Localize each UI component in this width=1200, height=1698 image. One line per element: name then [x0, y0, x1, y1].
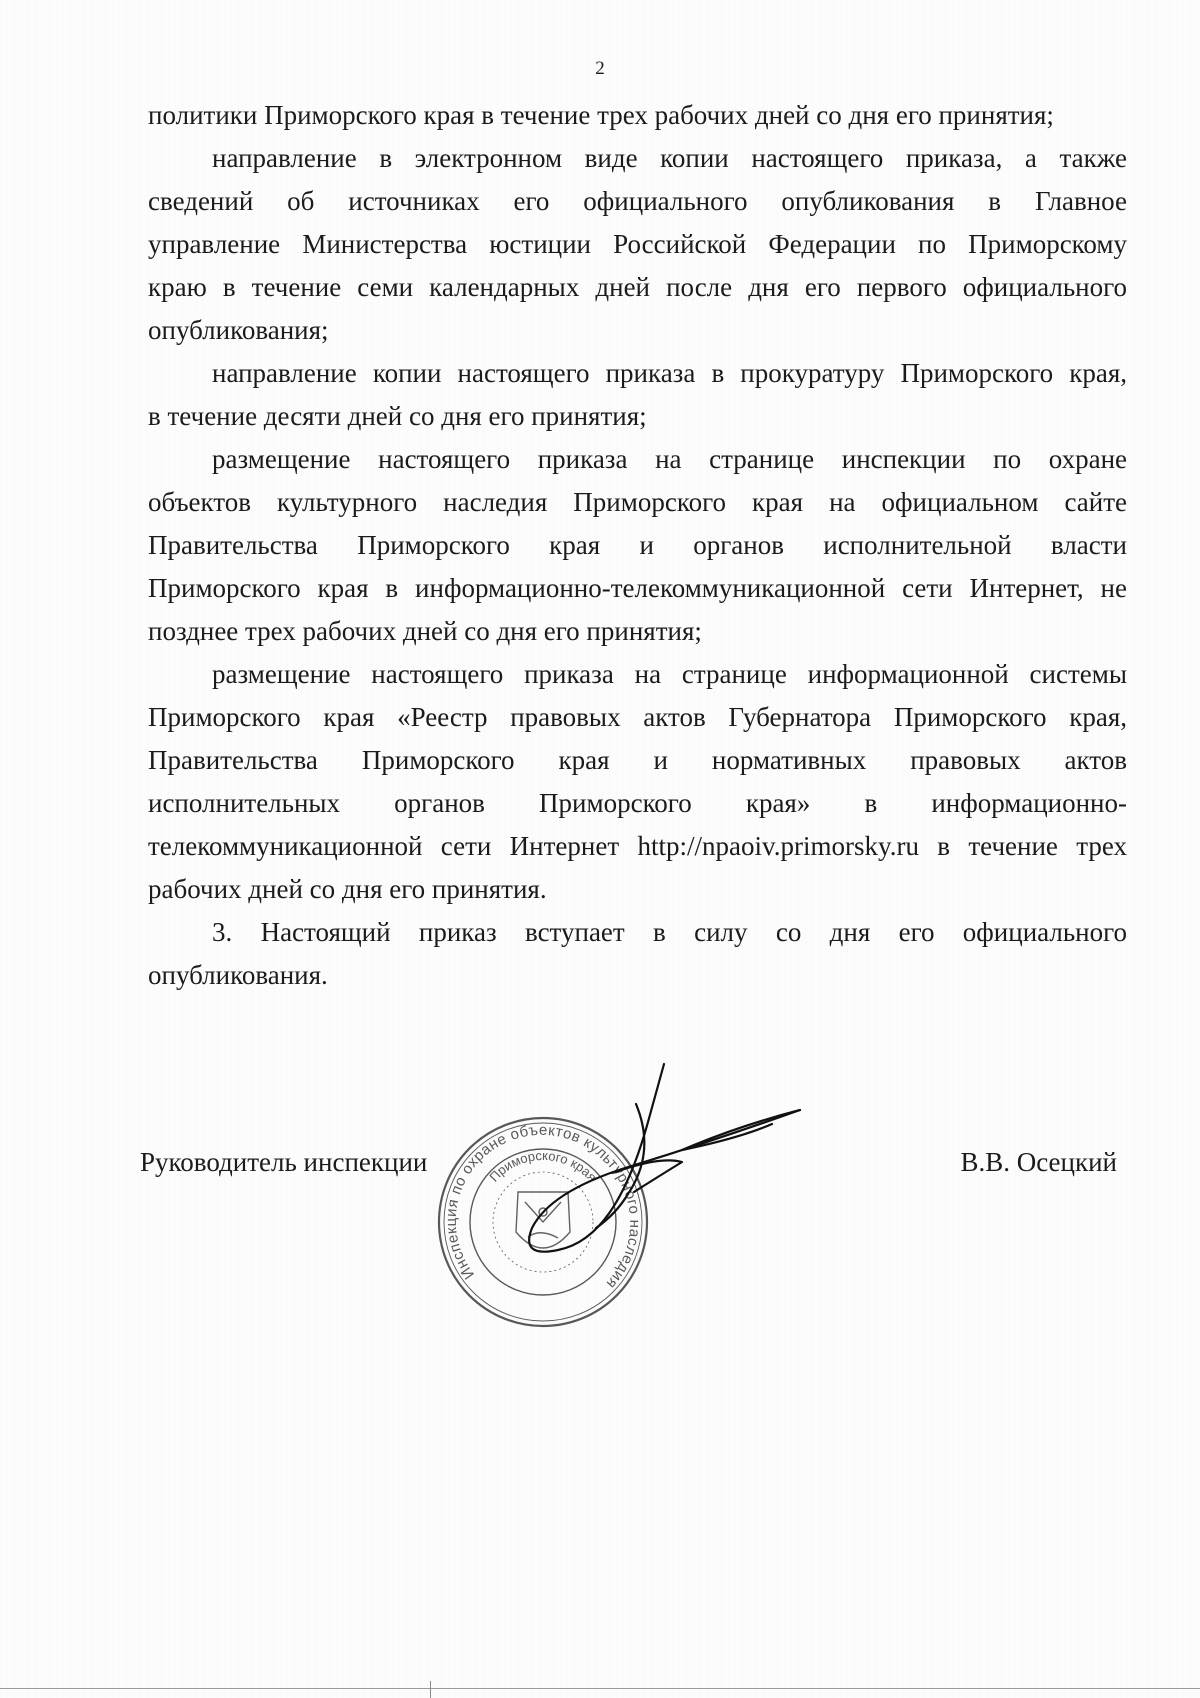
stamp-inner-text-wrapper — [486, 1148, 600, 1185]
text-line: рабочих дней со дня его принятия. — [148, 874, 547, 904]
text-line: телекоммуникационной сети Интернет http://npaoiv.primorsky.ru в течение трех — [148, 831, 1127, 861]
signatory-position: Руководитель инспекции — [140, 1147, 428, 1177]
stamp-outer-text: Инспекция по охране объектов культурного наследия — [442, 1121, 644, 1293]
stamp-inner-text: Приморского края — [486, 1147, 600, 1185]
text-line: в течение десяти дней со дня его принятия; — [148, 401, 647, 431]
text-line: 3. Настоящий приказ вступает в силу со дня его официального — [212, 917, 1127, 947]
paragraph — [148, 438, 1127, 653]
text-line: опубликования; — [148, 315, 329, 345]
text-line: направление копии настоящего приказа в прокуратуру Приморского края, — [212, 358, 1127, 388]
paragraph — [148, 94, 1127, 137]
scan-edge-line — [0, 1688, 1200, 1689]
paragraph — [148, 352, 1127, 438]
signatory-name: В.В. Осецкий — [960, 1147, 1117, 1177]
document-body — [148, 94, 1127, 997]
text-line: управление Министерства юстиции Российской Федерации по Приморскому — [148, 229, 1127, 259]
text-line: Правительства Приморского края и нормативных правовых актов — [148, 745, 1127, 775]
text-line: Приморского края «Реестр правовых актов Губернатора Приморского края, — [148, 702, 1127, 732]
paragraph — [148, 137, 1127, 352]
text-line: размещение настоящего приказа на странице инспекции по охране — [212, 444, 1127, 474]
text-line: объектов культурного наследия Приморского края на официальном сайте — [148, 487, 1127, 517]
stamp-emblem — [516, 1192, 570, 1248]
text-line: сведений об источниках его официального опубликования в Главное — [148, 186, 1127, 216]
paragraph — [148, 653, 1127, 911]
text-line: краю в течение семи календарных дней после дня его первого официального — [148, 272, 1127, 302]
text-line: позднее трех рабочих дней со дня его принятия; — [148, 616, 702, 646]
text-line: Правительства Приморского края и органов исполнительной власти — [148, 530, 1127, 560]
text-line: опубликования. — [148, 960, 328, 990]
text-line: политики Приморского края в течение трех рабочих дней со дня его принятия; — [148, 100, 1054, 130]
text-line: Приморского края в информационно-телекоммуникационной сети Интернет, не — [148, 573, 1127, 603]
text-line: размещение настоящего приказа на странице информационной системы — [212, 659, 1127, 689]
paragraph — [148, 911, 1127, 997]
official-stamp — [420, 1052, 840, 1382]
text-line: направление в электронном виде копии настоящего приказа, а также — [212, 143, 1127, 173]
text-line: исполнительных органов Приморского края» в информационно- — [148, 788, 1127, 818]
page-number: 2 — [595, 58, 605, 79]
scan-edge-tick — [430, 1681, 431, 1698]
